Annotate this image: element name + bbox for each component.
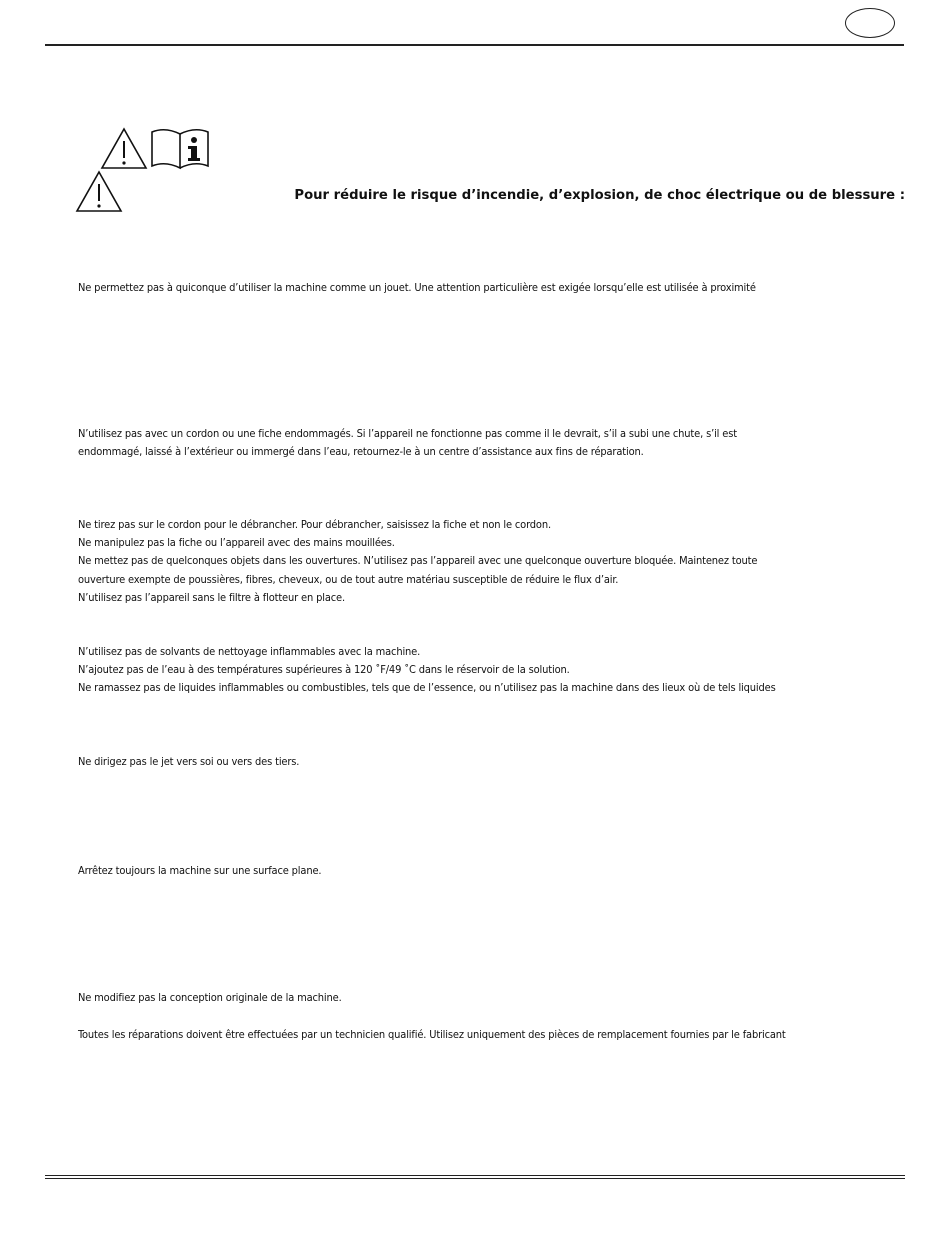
header-rule bbox=[45, 44, 904, 46]
text-line: Ne tirez pas sur le cordon pour le débrancher. Pour débrancher, saisissez la fiche et non le cordon. bbox=[78, 518, 551, 531]
paragraph-flammables bbox=[78, 643, 908, 698]
text-line: N’utilisez pas l’appareil sans le filtre à flotteur en place. bbox=[78, 590, 345, 604]
paragraph-cord-handling bbox=[78, 516, 908, 607]
text-line: N’ajoutez pas de l’eau à des températures supérieures à 120 ˚F/49 ˚C dans le réservoir de la solution. bbox=[78, 663, 570, 677]
text-line: N’utilisez pas avec un cordon ou une fiche endommagés. Si l’appareil ne fonctionne pas comme il le devrait, s’il a subi une chute, s’il est bbox=[78, 427, 737, 440]
text-line: Ne modifiez pas la conception originale de la machine. bbox=[78, 991, 342, 1004]
warning-triangle-icon bbox=[100, 127, 148, 170]
warning-heading: Pour réduire le risque d’incendie, d’explosion, de choc électrique ou de blessure : bbox=[294, 188, 905, 203]
text-line: Toutes les réparations doivent être effectuées par un technicien qualifié. Utilisez uniquement des pièces de remplacement fournies par le fabricant bbox=[78, 1028, 786, 1041]
paragraph-toy-use bbox=[78, 279, 908, 297]
paragraph-spray-direction bbox=[78, 753, 908, 771]
footer-rule bbox=[45, 1175, 905, 1176]
text-line: N’utilisez pas de solvants de nettoyage inflammables avec la machine. bbox=[78, 645, 421, 658]
paragraph-level-surface bbox=[78, 862, 908, 880]
read-manual-icon bbox=[150, 128, 212, 170]
warning-triangle-icon bbox=[75, 170, 123, 213]
language-badge-oval bbox=[845, 8, 895, 38]
paragraph-damaged-cord bbox=[78, 425, 908, 461]
text-line: Ne manipulez pas la fiche ou l’appareil avec des mains mouillées. bbox=[78, 536, 395, 550]
text-line: endommagé, laissé à l’extérieur ou immergé dans l’eau, retournez-le à un centre d’assistance aux fins de réparation. bbox=[78, 445, 644, 459]
text-line: Ne permettez pas à quiconque d’utiliser la machine comme un jouet. Une attention particulière est exigée lorsqu’elle est utilisée à proximité bbox=[78, 281, 756, 294]
text-line: Ne mettez pas de quelconques objets dans les ouvertures. N’utilisez pas l’appareil avec une quelconque ouverture bloquée. Maintenez toute bbox=[78, 554, 758, 568]
paragraph-no-modification bbox=[78, 989, 908, 1007]
footer-rule bbox=[45, 1178, 905, 1179]
text-line: ouverture exempte de poussières, fibres, cheveux, ou de tout autre matériau susceptible de réduire le flux d’air. bbox=[78, 572, 619, 586]
text-line: Arrêtez toujours la machine sur une surface plane. bbox=[78, 864, 322, 877]
paragraph-repairs bbox=[78, 1026, 908, 1044]
text-line: Ne dirigez pas le jet vers soi ou vers des tiers. bbox=[78, 755, 300, 768]
text-line: Ne ramassez pas de liquides inflammables ou combustibles, tels que de l’essence, ou n’utilisez pas la machine dans des lieux où de tels liquides bbox=[78, 681, 776, 695]
